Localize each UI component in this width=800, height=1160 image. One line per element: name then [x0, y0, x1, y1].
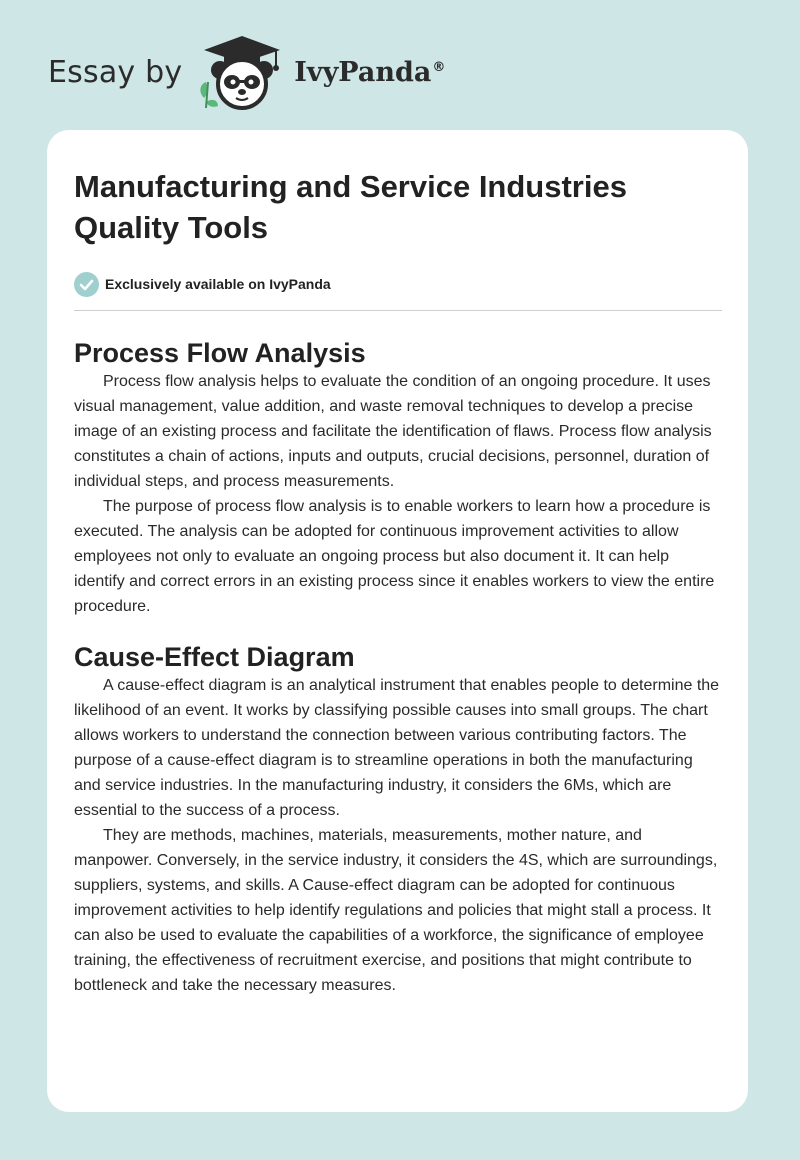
article-card — [47, 130, 748, 1112]
check-circle-icon — [74, 272, 99, 297]
panda-graduate-icon[interactable] — [196, 32, 288, 112]
brand-name[interactable] — [294, 57, 445, 88]
paragraph: The purpose of process flow analysis is to enable workers to learn how a procedure is executed. The analysis can be adopted for continuous improvement activities to allow employees not only to evaluate an ongoing process but also document it. It can help identify and correct errors in an existing process since it enables workers to view the entire procedure. — [74, 498, 715, 615]
section-heading-cause-effect: Cause-Effect Diagram — [74, 642, 355, 672]
registered-mark: ® — [432, 59, 446, 75]
brand-name-text: IvyPanda — [294, 56, 432, 88]
exclusive-label: Exclusively available on IvyPanda — [105, 276, 331, 292]
paragraph: Process flow analysis helps to evaluate the condition of an ongoing procedure. It uses visual management, value addition, and waste removal techniques to develop a precise image of an existing process and facilitate the identification of flaws. Process flow analysis constitutes a chain of actions, inputs and outputs, crucial decisions, personnel, duration of individual steps, and process measurements. — [74, 373, 712, 490]
paragraph: They are methods, machines, materials, measurements, mother nature, and manpower. Conversely, in the service industry, it considers the 4S, which are surroundings, suppliers, systems, and skills. A Cause-effect diagram can be adopted for continuous improvement activities to help identify regulations and policies that might stall a process. It can also be used to evaluate the capabilities of a workforce, the significance of employee training, the effectiveness of recruitment exercise, and positions that might contribute to bottleneck and take the necessary measures. — [74, 827, 718, 994]
brand-prefix: Essay by — [48, 54, 183, 90]
section-heading-process-flow: Process Flow Analysis — [74, 338, 366, 368]
exclusive-badge — [74, 270, 722, 298]
paragraph: A cause-effect diagram is an analytical instrument that enables people to determine the likelihood of an event. It works by classifying possible causes into small groups. The chart allows workers to understand the connection between various contributing factors. The purpose of a cause-effect diagram is to streamline operations in both the manufacturing and service industries. In the manufacturing industry, it considers the 6Ms, which are essential to the success of a process. — [74, 677, 720, 819]
brand-header — [48, 32, 445, 112]
title-divider — [74, 310, 722, 311]
article-title: Manufacturing and Service Industries Quality Tools — [74, 169, 627, 245]
